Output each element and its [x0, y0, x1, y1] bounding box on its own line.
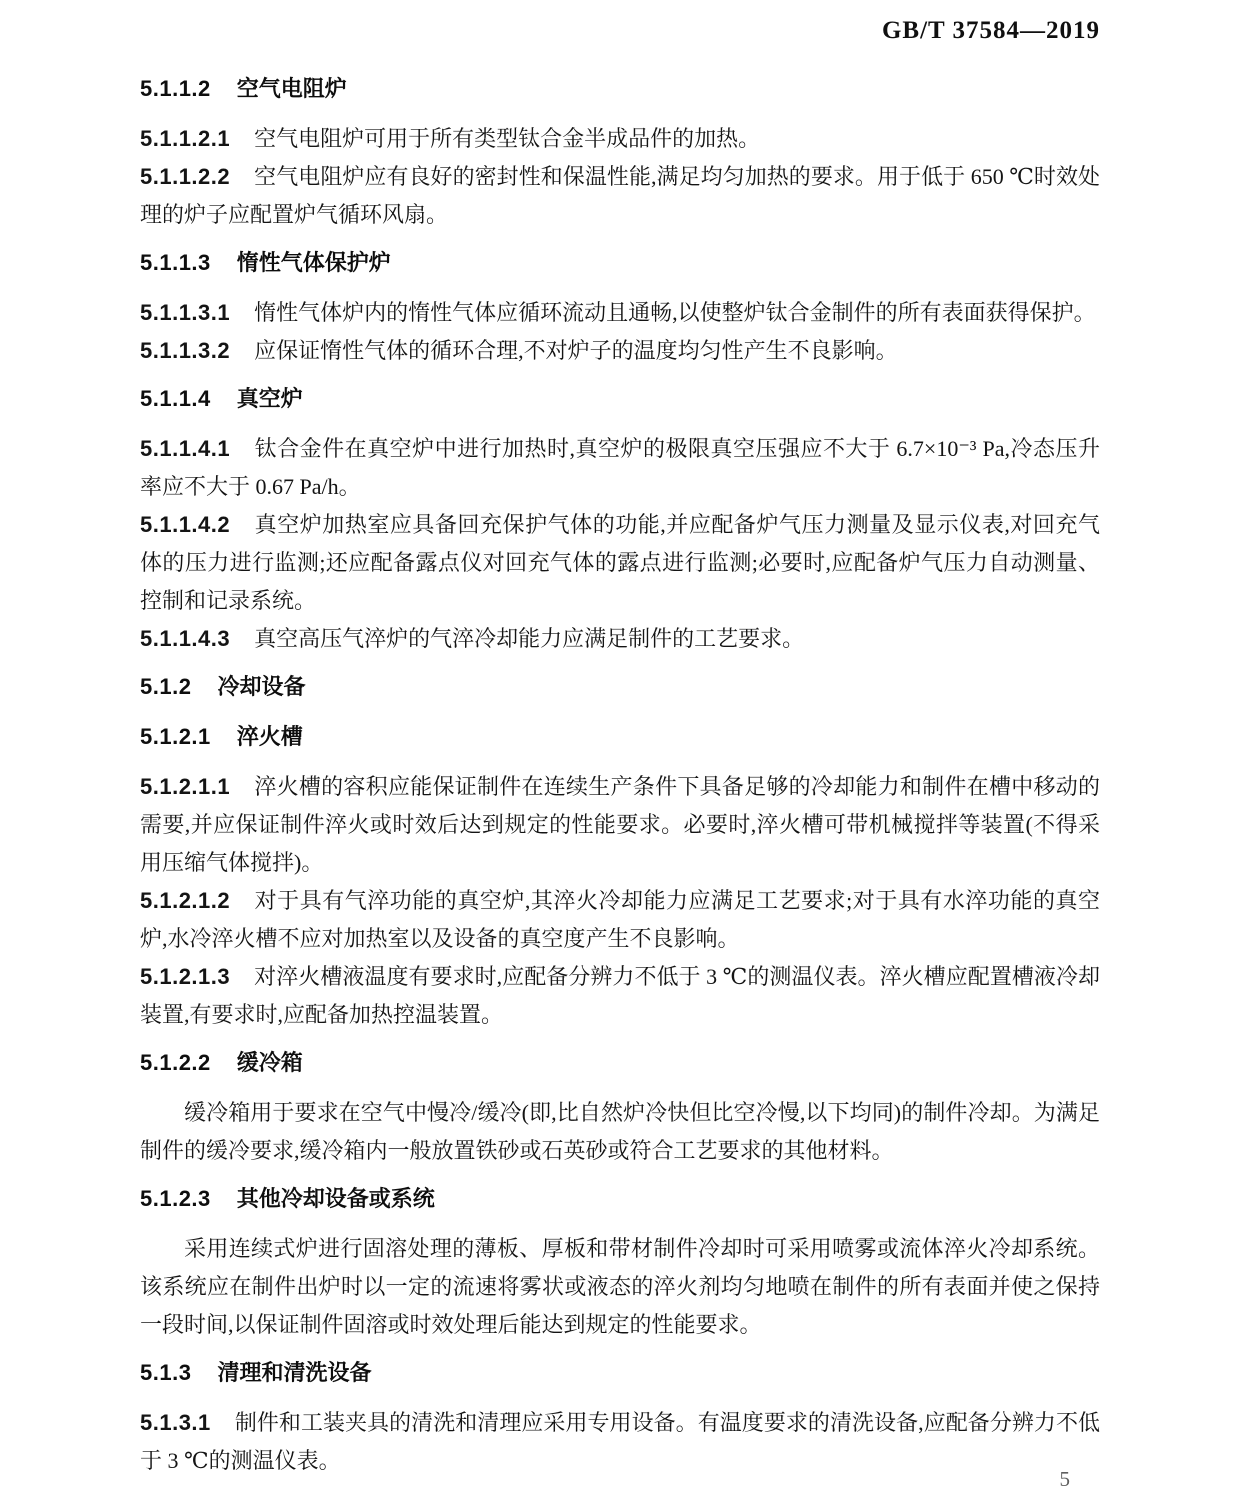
running-header [140, 16, 1100, 46]
section-title: 冷却设备 [217, 674, 306, 699]
clause-number: 5.1.1.2.1 [140, 126, 231, 151]
section-number: 5.1.2 [140, 674, 192, 699]
clause-number: 5.1.1.3.1 [140, 300, 231, 325]
section-heading [140, 244, 1100, 282]
section-title: 清理和清洗设备 [217, 1360, 372, 1385]
section-number: 5.1.3 [140, 1360, 192, 1385]
body-paragraph: 采用连续式炉进行固溶处理的薄板、厚板和带材制件冷却时可采用喷雾或流体淬火冷却系统。该系统应在制件出炉时以一定的流速将雾状或液态的淬火剂均匀地喷在制件的所有表面并使之保持一段时间,以保证制件固溶或时效处理后能达到规定的性能要求。 [140, 1236, 1100, 1337]
clause-text: 空气电阻炉应有良好的密封性和保温性能,满足均匀加热的要求。用于低于 650 ℃时效处理的炉子应配置炉气循环风扇。 [140, 164, 1100, 227]
clause-paragraph [140, 294, 1100, 332]
clause-paragraph [140, 958, 1100, 1034]
clause-number: 5.1.1.4.3 [140, 626, 231, 651]
clause-text: 钛合金件在真空炉中进行加热时,真空炉的极限真空压强应不大于 6.7×10⁻³ Pa,冷态压升率应不大于 0.67 Pa/h。 [140, 436, 1100, 499]
clause-text: 制件和工装夹具的清洗和清理应采用专用设备。有温度要求的清洗设备,应配备分辨力不低于 3 ℃的测温仪表。 [140, 1410, 1100, 1473]
section-number: 5.1.1.3 [140, 250, 211, 275]
section-heading [140, 70, 1100, 108]
clause-text: 应保证惰性气体的循环合理,不对炉子的温度均匀性产生不良影响。 [254, 338, 898, 363]
clause-paragraph [140, 332, 1100, 370]
document-content [140, 70, 1100, 1480]
clause-number: 5.1.1.4.1 [140, 436, 231, 461]
clause-number: 5.1.1.3.2 [140, 338, 231, 363]
section-heading [140, 718, 1100, 756]
clause-paragraph [140, 882, 1100, 958]
clause-number: 5.1.3.1 [140, 1410, 211, 1435]
clause-paragraph [140, 158, 1100, 234]
section-number: 5.1.1.4 [140, 386, 211, 411]
clause-text: 真空炉加热室应具备回充保护气体的功能,并应配备炉气压力测量及显示仪表,对回充气体的压力进行监测;还应配备露点仪对回充气体的露点进行监测;必要时,应配备炉气压力自动测量、控制和记录系统。 [140, 512, 1100, 613]
clause-number: 5.1.2.1.2 [140, 888, 231, 913]
section-heading [140, 1354, 1100, 1392]
section-heading [140, 1180, 1100, 1218]
clause-number: 5.1.2.1.1 [140, 774, 231, 799]
clause-paragraph [140, 620, 1100, 658]
clause-paragraph [140, 120, 1100, 158]
clause-text: 惰性气体炉内的惰性气体应循环流动且通畅,以使整炉钛合金制件的所有表面获得保护。 [254, 300, 1096, 325]
section-title: 惰性气体保护炉 [236, 250, 391, 275]
section-title: 真空炉 [236, 386, 303, 411]
section-title: 缓冷箱 [236, 1050, 303, 1075]
section-number: 5.1.1.2 [140, 76, 211, 101]
section-number: 5.1.2.3 [140, 1186, 211, 1211]
section-title: 其他冷却设备或系统 [236, 1186, 435, 1211]
clause-paragraph [140, 506, 1100, 620]
section-number: 5.1.2.2 [140, 1050, 211, 1075]
clause-paragraph [140, 430, 1100, 506]
clause-text: 真空高压气淬炉的气淬冷却能力应满足制件的工艺要求。 [254, 626, 805, 651]
clause-text: 对于具有气淬功能的真空炉,其淬火冷却能力应满足工艺要求;对于具有水淬功能的真空炉,水冷淬火槽不应对加热室以及设备的真空度产生不良影响。 [140, 888, 1100, 951]
clause-number: 5.1.2.1.3 [140, 964, 231, 989]
section-heading [140, 668, 1100, 706]
section-title: 空气电阻炉 [236, 76, 347, 101]
clause-paragraph [140, 1404, 1100, 1480]
clause-text: 淬火槽的容积应能保证制件在连续生产条件下具备足够的冷却能力和制件在槽中移动的需要,并应保证制件淬火或时效后达到规定的性能要求。必要时,淬火槽可带机械搅拌等装置(不得采用压缩气体搅拌)。 [140, 774, 1100, 875]
clause-text: 空气电阻炉可用于所有类型钛合金半成品件的加热。 [254, 126, 761, 151]
clause-number: 5.1.1.4.2 [140, 512, 231, 537]
section-heading [140, 1044, 1100, 1082]
clause-number: 5.1.1.2.2 [140, 164, 231, 189]
section-title: 淬火槽 [236, 724, 303, 749]
clause-text: 对淬火槽液温度有要求时,应配备分辨力不低于 3 ℃的测温仪表。淬火槽应配置槽液冷却装置,有要求时,应配备加热控温装置。 [140, 964, 1100, 1027]
page-number: 5 [1059, 1467, 1070, 1491]
section-heading [140, 380, 1100, 418]
clause-paragraph [140, 768, 1100, 882]
section-number: 5.1.2.1 [140, 724, 211, 749]
standard-number: GB/T 37584—2019 [881, 17, 1100, 44]
body-paragraph: 缓冷箱用于要求在空气中慢冷/缓冷(即,比自然炉冷快但比空冷慢,以下均同)的制件冷却。为满足制件的缓冷要求,缓冷箱内一般放置铁砂或石英砂或符合工艺要求的其他材料。 [140, 1100, 1100, 1163]
